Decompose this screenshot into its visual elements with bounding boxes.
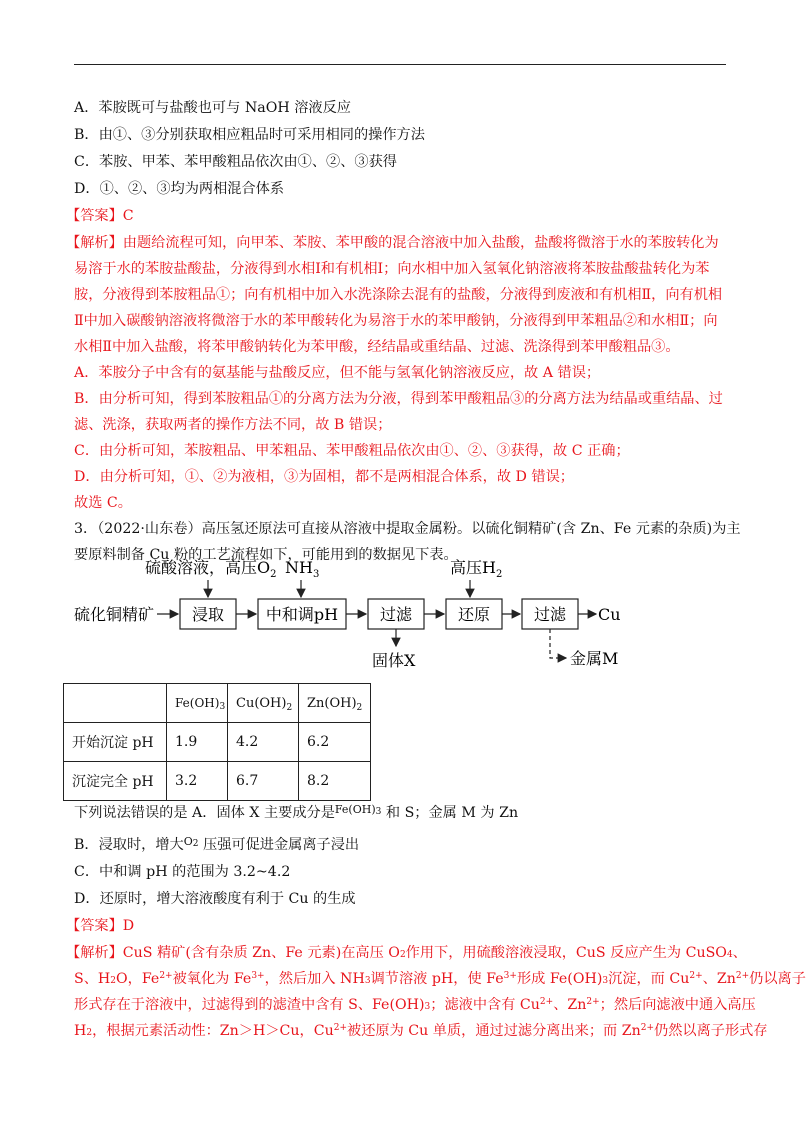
input-ore: 硫化铜精矿 <box>74 605 155 624</box>
table-header-cell: $Cu(OH)_2$ <box>228 684 299 723</box>
byproduct-metal-m: 金属M <box>570 649 619 668</box>
table-cell: 6.7 <box>228 762 299 801</box>
reagent-sulfuric-o2: 硫酸溶液，高压$O_2$ <box>145 558 277 580</box>
table-cell: 6.2 <box>299 723 371 762</box>
table-header-cell: $Zn(OH)_2$ <box>299 684 371 723</box>
table-row-label: 沉淀完全 pH <box>64 762 167 801</box>
analysis-line-1: 【解析】由题给流程可知，向甲苯、苯胺、苯甲酸的混合溶液中加入盐酸，盐酸将微溶于水的苯胺转化为 <box>66 235 719 251</box>
step-reduce: 还原 <box>457 605 491 624</box>
answer-tag: 【答案】 <box>66 208 123 224</box>
question3-line-2: 要原料制备 Cu 粉的工艺流程如下，可能用到的数据见下表。 <box>74 547 458 563</box>
analysis2-line-4: $H_2$，根据元素活动性：Zn＞H＞Cu，$Cu^{2+}$被还原为 Cu 单质，通过过滤分离出来；而 $Zn^{2+}$仍然以离子形式存 <box>74 1023 768 1039</box>
table-row-label: 开始沉淀 pH <box>64 723 167 762</box>
ph-table <box>63 683 371 801</box>
analysis-conclusion: 故选 C。 <box>74 495 132 511</box>
arrow-metal-m <box>550 629 566 658</box>
option-d: D．①、②、③均为两相混合体系 <box>74 181 285 197</box>
process-flowchart <box>60 550 660 675</box>
analysis2-line-2: S、$H_2O$，$Fe^{2+}$被氧化为 $Fe^{3+}$，然后加入 $NH_3$调节溶液 pH，使 $Fe^{3+}$形成 $Fe(OH)_3$沉淀，而 $Cu^{2+}$、$Zn^{2+}$仍以离子 <box>74 971 806 987</box>
question3-option-b: B．浸取时，增大$^{O_2}$ 压强可促进金属离子浸出 <box>74 835 360 853</box>
step-filter2: 过滤 <box>533 605 567 624</box>
reagent-nh3: $NH_3$ <box>285 558 320 580</box>
question3-line-1: 3．（2022·山东卷）高压氢还原法可直接从溶液中提取金属粉。以硫化铜精矿(含 Zn、Fe 元素的杂质)为主 <box>74 521 741 537</box>
question3-stem: 下列说法错误的是 A．固体 X 主要成分是$^{Fe(OH)_3}$ 和 S；金属 M 为 Zn <box>74 803 519 821</box>
analysis-line-2: 易溶于水的苯胺盐酸盐，分液得到水相Ⅰ和有机相Ⅰ；向水相中加入氢氧化钠溶液将苯胺盐酸盐转化为苯 <box>74 261 710 277</box>
byproduct-solid-x: 固体X <box>372 651 416 670</box>
reagent-h2: 高压$H_2$ <box>450 558 503 580</box>
question3-option-c: C．中和调 pH 的范围为 3.2~4.2 <box>74 864 291 880</box>
answer-line-2: 【答案】D <box>66 918 135 934</box>
table-cell: 1.9 <box>167 723 228 762</box>
analysis-line-3: 胺，分液得到苯胺粗品①；向有机相中加入水洗涤除去混有的盐酸，分液得到废液和有机相Ⅱ，向有机相 <box>74 287 723 303</box>
analysis2-line-1: 【解析】CuS 精矿(含有杂质 Zn、Fe 元素)在高压 $O_2$作用下，用硫酸溶液浸取，CuS 反应产生为 CuSO$_4$、 <box>66 945 747 961</box>
table-cell: 3.2 <box>167 762 228 801</box>
analysis-c: C．由分析可知，苯胺粗品、甲苯粗品、苯甲酸粗品依次由①、②、③获得，故 C 正确； <box>74 443 630 459</box>
answer-value: D <box>122 918 135 934</box>
analysis-b-2: 滤、洗涤，获取两者的操作方法不同，故 B 错误； <box>74 417 392 433</box>
table-cell: 8.2 <box>299 762 371 801</box>
analysis-tag: 【解析】 <box>66 235 123 251</box>
table-header-cell: $Fe(OH)_3$ <box>167 684 228 723</box>
top-rule <box>74 64 726 65</box>
table-row <box>64 723 371 762</box>
analysis-line-5: 水相Ⅱ中加入盐酸，将苯甲酸钠转化为苯甲酸，经结晶或重结晶、过滤、洗涤得到苯甲酸粗品③。 <box>74 339 680 355</box>
analysis-b-1: B．由分析可知，得到苯胺粗品①的分离方法为分液，得到苯甲酸粗品③的分离方法为结晶或重结晶、过 <box>74 391 723 407</box>
table-header-row <box>64 684 371 723</box>
table-cell: 4.2 <box>228 723 299 762</box>
option-c: C．苯胺、甲苯、苯甲酸粗品依次由①、②、③获得 <box>74 154 397 170</box>
analysis-d: D．由分析可知，①、②为液相，③为固相，都不是两相混合体系，故 D 错误； <box>74 469 574 485</box>
table-row <box>64 762 371 801</box>
answer-value: C <box>122 208 134 224</box>
question3-option-d: D．还原时，增大溶液酸度有利于 Cu 的生成 <box>74 891 356 907</box>
step-filter1: 过滤 <box>379 605 413 624</box>
product-cu: Cu <box>598 605 621 624</box>
analysis-a: A．苯胺分子中含有的氨基能与盐酸反应，但不能与氢氧化钠溶液反应，故 A 错误； <box>74 365 601 381</box>
step-leach: 浸取 <box>191 605 225 624</box>
analysis-line-4: Ⅱ中加入碳酸钠溶液将微溶于水的苯甲酸转化为易溶于水的苯甲酸钠，分液得到甲苯粗品②和水相Ⅱ；向 <box>74 313 718 329</box>
analysis2-line-3: 形式存在于溶液中，过滤得到的滤渣中含有 S、$Fe(OH)_3$；滤液中含有 $Cu^{2+}$、$Zn^{2+}$；然后向滤液中通入高压 <box>74 997 756 1013</box>
table-header-cell <box>64 684 167 723</box>
step-neutralize: 中和调pH <box>265 605 339 624</box>
option-b: B．由①、③分别获取相应粗品时可采用相同的操作方法 <box>74 127 425 143</box>
option-a: A．苯胺既可与盐酸也可与 NaOH 溶液反应 <box>74 100 351 116</box>
answer-line-1 <box>66 205 134 227</box>
